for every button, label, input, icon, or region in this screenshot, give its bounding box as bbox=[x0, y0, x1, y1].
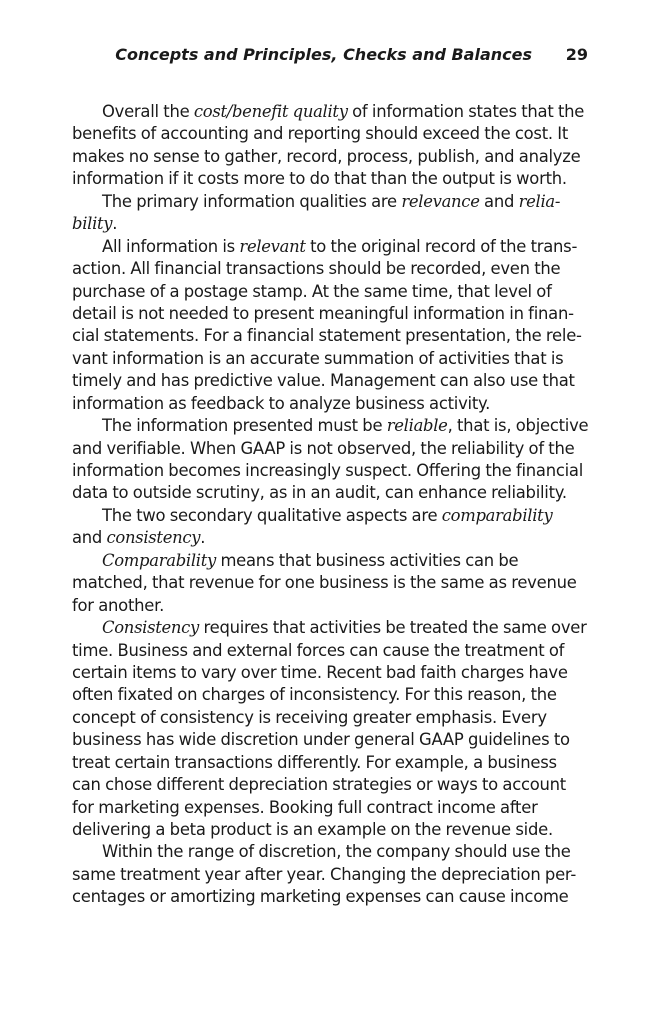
text-run: means that business activities can be bbox=[216, 550, 519, 570]
text-line bbox=[72, 438, 592, 460]
text-line bbox=[72, 774, 592, 796]
emphasis-term: Comparability bbox=[102, 550, 216, 570]
text-line bbox=[72, 191, 592, 213]
text-line bbox=[72, 213, 592, 235]
text-run: The two secondary qualitative aspects are bbox=[102, 505, 442, 525]
text-line bbox=[72, 123, 592, 145]
text-run: information as feedback to analyze business activity. bbox=[72, 393, 491, 413]
text-run: Within the range of discretion, the company should use the bbox=[102, 842, 571, 862]
text-run: vant information is an accurate summation of activities that is bbox=[72, 348, 564, 368]
body-text bbox=[72, 101, 592, 909]
text-line bbox=[72, 550, 592, 572]
text-line bbox=[72, 236, 592, 258]
text-run: Overall the bbox=[102, 102, 194, 121]
text-line bbox=[72, 325, 592, 347]
running-head bbox=[72, 42, 590, 68]
text-line bbox=[72, 101, 592, 123]
text-line bbox=[72, 460, 592, 482]
text-line bbox=[72, 258, 592, 280]
text-line bbox=[72, 146, 592, 168]
text-run: purchase of a postage stamp. At the same time, that level of bbox=[72, 281, 552, 301]
text-run: . bbox=[112, 214, 118, 234]
text-run: centages or amortizing marketing expenses can cause income bbox=[72, 887, 569, 907]
text-run: The primary information qualities are bbox=[102, 191, 402, 211]
text-run: cial statements. For a financial statement presentation, the rele- bbox=[72, 326, 582, 346]
text-line bbox=[72, 348, 592, 370]
text-run: information becomes increasingly suspect. Offering the financial bbox=[72, 461, 583, 480]
text-run: business has wide discretion under general GAAP guidelines to bbox=[72, 730, 570, 750]
text-run: makes no sense to gather, record, process, publish, and analyze bbox=[72, 146, 581, 166]
text-run: and verifiable. When GAAP is not observed, the reliability of the bbox=[72, 438, 575, 458]
text-run: data to outside scrutiny, as in an audit, can enhance reliability. bbox=[72, 483, 567, 503]
text-line bbox=[72, 281, 592, 303]
text-run: can chose different depreciation strategies or ways to account bbox=[72, 775, 566, 795]
emphasis-term: cost/benefit quality bbox=[193, 102, 348, 121]
text-line bbox=[72, 482, 592, 504]
text-line bbox=[72, 617, 592, 639]
text-run: and bbox=[479, 191, 519, 211]
text-run: requires that activities be treated the same over bbox=[199, 618, 587, 638]
text-run: information if it costs more to do that than the output is worth. bbox=[72, 169, 567, 189]
text-run: to the original record of the trans- bbox=[305, 236, 578, 256]
text-line bbox=[72, 707, 592, 729]
text-run: matched, that revenue for one business is the same as revenue bbox=[72, 573, 577, 593]
text-line bbox=[72, 662, 592, 684]
text-line bbox=[72, 684, 592, 706]
text-run: detail is not needed to present meaningful information in finan- bbox=[72, 303, 574, 323]
emphasis-term: reliable bbox=[386, 416, 448, 436]
emphasis-term: consistency bbox=[106, 528, 201, 548]
text-run: delivering a beta product is an example on the revenue side. bbox=[72, 820, 553, 839]
text-run: of information states that the bbox=[347, 102, 585, 121]
text-line bbox=[72, 303, 592, 325]
text-line bbox=[72, 752, 592, 774]
emphasis-term: relevant bbox=[239, 236, 306, 256]
text-run: The information presented must be bbox=[102, 416, 387, 436]
text-line bbox=[72, 797, 592, 819]
text-line bbox=[72, 393, 592, 415]
text-line bbox=[72, 168, 592, 190]
text-line bbox=[72, 370, 592, 392]
emphasis-term: relia- bbox=[518, 191, 561, 211]
text-run: All information is bbox=[102, 236, 240, 256]
text-line bbox=[72, 572, 592, 594]
text-line bbox=[72, 819, 592, 841]
text-line bbox=[72, 886, 592, 908]
text-line bbox=[72, 841, 592, 863]
text-line bbox=[72, 640, 592, 662]
text-run: timely and has predictive value. Management can also use that bbox=[72, 371, 575, 391]
text-run: and bbox=[72, 528, 107, 548]
text-run: benefits of accounting and reporting should exceed the cost. It bbox=[72, 124, 569, 144]
text-run: action. All financial transactions should be recorded, even the bbox=[72, 259, 561, 279]
text-line bbox=[72, 415, 592, 437]
running-title: Concepts and Principles, Checks and Balances bbox=[115, 45, 532, 64]
text-run: treat certain transactions differently. For example, a business bbox=[72, 752, 557, 772]
text-run: for another. bbox=[72, 595, 165, 615]
text-line bbox=[72, 505, 592, 527]
emphasis-term: Consistency bbox=[102, 618, 200, 638]
text-line bbox=[72, 864, 592, 886]
text-run: for marketing expenses. Booking full contract income after bbox=[72, 797, 538, 817]
page-number: 29 bbox=[565, 45, 588, 64]
text-line bbox=[72, 729, 592, 751]
text-run: time. Business and external forces can cause the treatment of bbox=[72, 640, 565, 660]
text-line bbox=[72, 527, 592, 549]
text-run: . bbox=[200, 528, 206, 548]
text-run: same treatment year after year. Changing the depreciation per- bbox=[72, 864, 577, 884]
emphasis-term: bility bbox=[72, 214, 113, 234]
text-run: often fixated on charges of inconsistency. For this reason, the bbox=[72, 685, 557, 705]
emphasis-term: relevance bbox=[401, 191, 480, 211]
text-line bbox=[72, 595, 592, 617]
text-run: concept of consistency is receiving greater emphasis. Every bbox=[72, 707, 547, 727]
text-run: , that is, objective bbox=[447, 416, 589, 436]
text-run: certain items to vary over time. Recent bad faith charges have bbox=[72, 662, 568, 682]
emphasis-term: comparability bbox=[441, 505, 553, 525]
